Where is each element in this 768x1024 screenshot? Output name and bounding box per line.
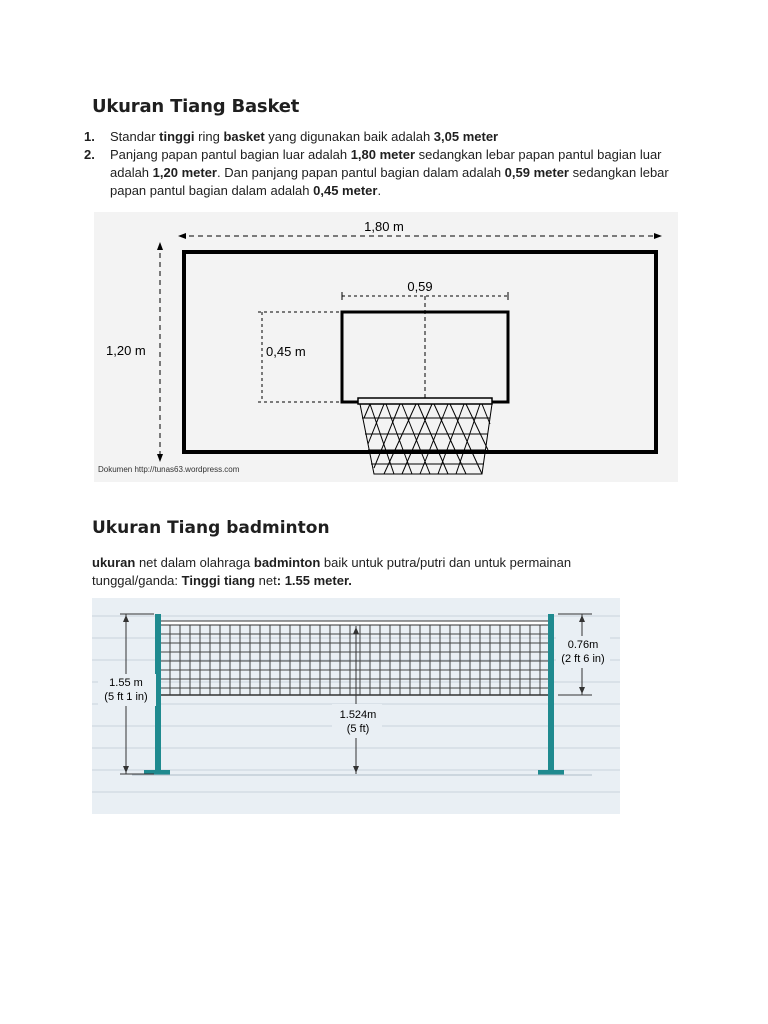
bold-text: basket	[223, 129, 265, 144]
backboard-svg	[94, 212, 678, 482]
arrow-up-icon	[353, 627, 359, 634]
list-number: 2.	[84, 147, 95, 162]
text: Standar	[110, 129, 160, 144]
text: net dalam olahraga	[135, 555, 254, 570]
inner-width-label: 0,59	[407, 279, 433, 294]
height-label: 1,20 m	[106, 343, 146, 358]
text: net	[255, 573, 277, 588]
text: Panjang papan pantul bagian luar adalah	[110, 147, 351, 162]
bold-text: 0,59 meter	[504, 165, 569, 180]
text: sedangkan lebar papan pantul bagian luar adalah	[110, 147, 662, 180]
text: baik untuk putra/putri dan untuk permainan tunggal/ganda:	[92, 555, 572, 588]
heading-part: badminton	[226, 518, 330, 538]
list-number: 1.	[84, 129, 95, 144]
basket-list	[84, 128, 704, 200]
heading-part: Ukuran Tiang	[92, 518, 227, 538]
arrow-down-icon	[157, 454, 163, 462]
bold-text: 1,80 meter	[350, 147, 416, 162]
center-height-ft-label: (5 ft)	[346, 723, 370, 735]
bold-text: Tinggi tiang	[181, 573, 256, 588]
arrow-down-icon	[579, 687, 585, 694]
net-depth-ft-label: (2 ft 6 in)	[561, 653, 605, 665]
net-top-tape	[160, 621, 550, 625]
list-item	[84, 128, 704, 146]
text: . Dan panjang papan pantul bagian dalam adalah	[216, 165, 505, 180]
arrow-left-icon	[178, 233, 186, 239]
center-height-label: 1.524m	[339, 709, 377, 721]
badminton-net-svg	[92, 598, 620, 814]
post-height-ft-label: (5 ft 1 in)	[104, 691, 148, 703]
bold-text: : 1.55 meter.	[276, 573, 352, 588]
inner-height-label: 0,45 m	[266, 344, 306, 359]
arrow-right-icon	[654, 233, 662, 239]
text: yang digunakan baik adalah	[264, 129, 434, 144]
net-depth-label: 0.76m	[567, 639, 599, 651]
badminton-net-diagram	[92, 598, 620, 814]
text: sedangkan lebar papan pantul bagian dalam adalah	[110, 165, 669, 198]
bold-text: badminton	[253, 555, 321, 570]
post-height-label: 1.55 m	[109, 677, 143, 689]
text: .	[377, 183, 382, 198]
backboard-diagram	[94, 212, 678, 482]
credit-text: Dokumen http://tunas63.wordpress.com	[98, 465, 240, 474]
text: ring	[194, 129, 224, 144]
hoop-rim	[358, 398, 492, 404]
badminton-heading	[92, 518, 330, 538]
right-post-base	[538, 770, 564, 775]
bold-text: 1,20 meter	[152, 165, 217, 180]
right-post	[548, 614, 554, 774]
width-label: 1,80 m	[364, 219, 404, 234]
bold-text: 3,05 meter	[433, 129, 499, 144]
arrow-up-icon	[157, 242, 163, 250]
badminton-paragraph	[92, 554, 652, 590]
hoop-net	[360, 404, 492, 474]
basket-heading: Ukuran Tiang Basket	[92, 96, 300, 117]
bold-text: tinggi	[159, 129, 195, 144]
bold-text: ukuran	[92, 555, 136, 570]
list-item	[84, 146, 704, 200]
bold-text: 0,45 meter	[313, 183, 378, 198]
